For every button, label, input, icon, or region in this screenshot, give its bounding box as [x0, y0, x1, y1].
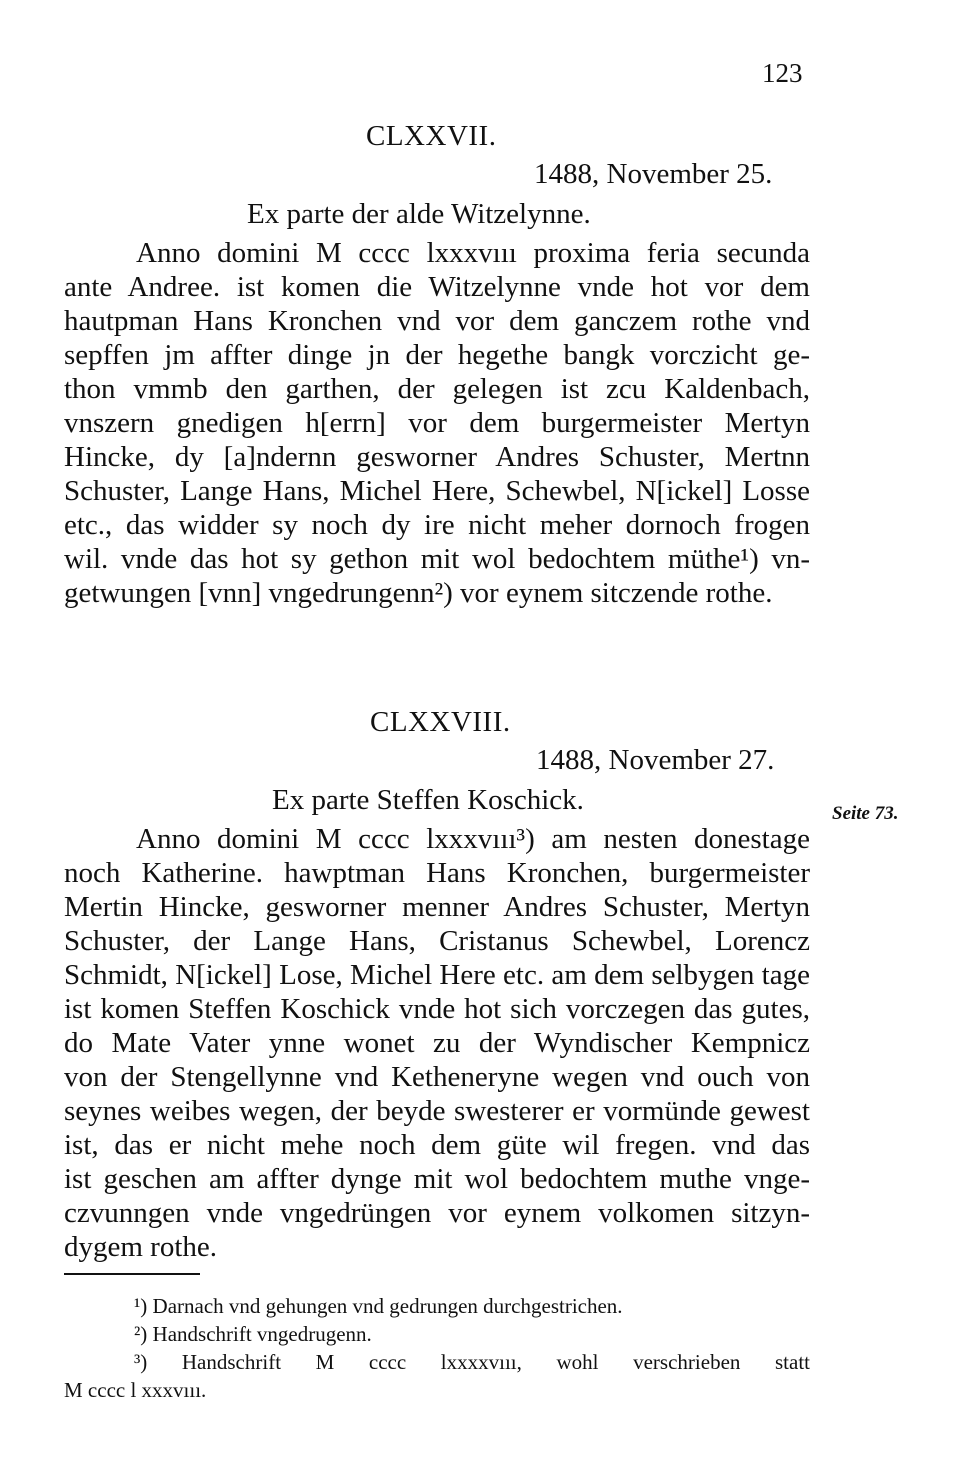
footnote: ³) Handschrift M cccc lxxxxvııı, wohl verschrieben statt [134, 1350, 810, 1374]
body-line: do Mate Vater ynne wonet zu der Wyndischer Kempnicz [64, 1027, 810, 1059]
body-line: ist komen Steffen Koschick vnde hot sich vorczegen das gutes, [64, 993, 810, 1025]
entry-date: 1488, November 27. [536, 744, 775, 776]
body-line: von der Stengellynne vnd Ketheneryne wegen vnd ouch von [64, 1061, 810, 1093]
body-line: dygem rothe. [64, 1231, 218, 1263]
body-line: seynes weibes wegen, der beyde swesterer er vormünde gewest [64, 1095, 810, 1127]
body-line: Schuster, Lange Hans, Michel Here, Schewbel, N[ickel] Losse [64, 475, 810, 507]
body-line: etc., das widder sy noch dy ire nicht meher dornoch frogen [64, 509, 810, 541]
body-line: Schuster, der Lange Hans, Cristanus Schewbel, Lorencz [64, 925, 810, 957]
footnote: ²) Handschrift vngedrugenn. [134, 1322, 372, 1346]
body-line: Anno domini M cccc lxxxvııı proxima feria secunda [136, 237, 810, 269]
body-line: ist, das er nicht mehe noch dem güte wil fregen. vnd das [64, 1129, 810, 1161]
footnote-rule [64, 1273, 200, 1275]
body-line: sepffen jm affter dinge jn der hegethe bangk vorczicht ge- [64, 339, 810, 371]
entry-heading: CLXXVIII. [370, 706, 511, 738]
body-line: ante Andree. ist komen die Witzelynne vnde hot vor dem [64, 271, 810, 303]
footnotes [64, 1292, 810, 1404]
body-line: Mertin Hincke, gesworner menner Andres Schuster, Mertyn [64, 891, 810, 923]
body-line: thon vmmb den garthen, der gelegen ist zcu Kaldenbach, [64, 373, 810, 405]
body-line: Schmidt, N[ickel] Lose, Michel Here etc. am dem selbygen tage [64, 959, 810, 991]
page-number: 123 [762, 58, 803, 88]
footnote: M cccc l xxxvııı. [64, 1378, 207, 1402]
entry-title: Ex parte Steffen Koschick. [272, 784, 584, 816]
body-line: vnszern gnedigen h[errn] vor dem burgermeister Mertyn [64, 407, 810, 439]
entry-body [64, 822, 810, 1264]
body-line: ist geschen am affter dynge mit wol bedochtem muthe vnge- [64, 1163, 810, 1195]
body-line: getwungen [vnn] vngedrungenn²) vor eynem sitczende rothe. [64, 577, 773, 609]
margin-note: Seite 73. [832, 803, 899, 824]
body-line: wil. vnde das hot sy gethon mit wol bedochtem müthe¹) vn- [64, 543, 810, 575]
entry-heading: CLXXVII. [366, 120, 497, 152]
entry-body [64, 236, 810, 610]
entry-date: 1488, November 25. [534, 158, 773, 190]
body-line: Anno domini M cccc lxxxvııı³) am nesten donestage [136, 823, 810, 855]
body-line: hautpman Hans Kronchen vnd vor dem ganczem rothe vnd [64, 305, 810, 337]
footnote: ¹) Darnach vnd gehungen vnd gedrungen durchgestrichen. [134, 1294, 623, 1318]
body-line: Hincke, dy [a]ndernn gesworner Andres Schuster, Mertnn [64, 441, 810, 473]
body-line: noch Katherine. hawptman Hans Kronchen, burgermeister [64, 857, 810, 889]
body-line: czvunngen vnde vngedrüngen vor eynem volkomen sitzyn- [64, 1197, 810, 1229]
entry-title: Ex parte der alde Witzelynne. [247, 198, 591, 230]
